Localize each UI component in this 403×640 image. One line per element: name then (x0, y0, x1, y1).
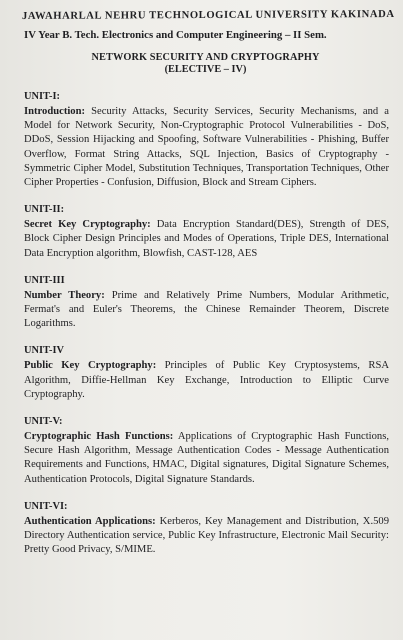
unit-description (24, 289, 389, 332)
unit-5 (22, 416, 389, 487)
unit-heading: UNIT-V: (24, 416, 63, 428)
unit-content: Security Attacks, Security Services, Security Mechanisms, and a Model for Network Security, Non-Cryptographic Protocol Vulnerabilities - DoS, DDoS, Session Hijacking and Spoofing, Software Vulnerabilities - Phishing, Buffer Overflow, Format String Attacks, SQL Injection, Basics of Cryptography - Symmetric Cipher Model, Substitution Techniques, Transportation Techniques, Other Cipher Properties - Confusion, Diffusion, Block and Stream Ciphers. (24, 106, 389, 189)
elective-label: (ELECTIVE – IV) (164, 64, 247, 75)
unit-topic: Authentication Applications: (24, 515, 156, 527)
unit-topic: Number Theory: (24, 289, 105, 301)
unit-content: Principles of Public Key Cryptosystems, RSA Algorithm, Diffie-Hellman Key Exchange, Introduction to Elliptic Curve Cryptography. (24, 360, 390, 400)
unit-heading: UNIT-VI: (24, 500, 68, 512)
unit-topic: Introduction: (24, 106, 86, 117)
unit-content: Prime and Relatively Prime Numbers, Modular Arithmetic, Fermat's and Euler's Theorems, the Chinese Remainder Theorem, Discrete Logarithms. (24, 289, 389, 330)
unit-heading: UNIT-III (24, 274, 65, 286)
unit-content: Kerberos, Key Management and Distribution, X.509 Directory Authentication service, Public Key Infrastructure, Electronic Mail Security: Pretty Good Privacy, S/MIME. (24, 515, 390, 556)
university-name: JAWAHARLAL NEHRU TECHNOLOGICAL UNIVERSITY KAKINADA (22, 9, 395, 22)
unit-content: Applications of Cryptographic Hash Functions, Secure Hash Algorithm, Message Authentication Codes - Message Authentication Requirements and Functions, HMAC, Digital signatures, Digital Signature Schemes, Authentication Protocols, Digital Signature Standards. (24, 431, 389, 485)
unit-heading: UNIT-II: (24, 204, 65, 216)
unit-description (24, 218, 389, 261)
unit-3 (22, 275, 389, 332)
unit-content: Data Encryption Standard(DES), Strength of DES, Block Cipher Design Principles and Modes of Operations, Triple DES, International Data Encryption algorithm, Blowfish, CAST-128, AES (24, 219, 389, 259)
unit-topic: Secret Key Cryptography: (24, 219, 151, 231)
unit-1 (22, 91, 389, 190)
unit-2 (22, 204, 389, 261)
unit-description (24, 359, 389, 402)
unit-6 (22, 501, 389, 558)
unit-topic: Public Key Cryptography: (24, 360, 157, 372)
unit-heading: UNIT-I: (24, 91, 60, 102)
unit-heading: UNIT-IV (24, 345, 65, 357)
unit-description (24, 105, 389, 190)
course-title: IV Year B. Tech. Electronics and Computer Engineering – II Sem. (24, 29, 327, 41)
unit-4 (22, 345, 389, 402)
subject-title: NETWORK SECURITY AND CRYPTOGRAPHY (91, 52, 320, 63)
unit-description (24, 515, 389, 558)
unit-description (24, 430, 389, 487)
unit-topic: Cryptographic Hash Functions: (24, 431, 174, 443)
